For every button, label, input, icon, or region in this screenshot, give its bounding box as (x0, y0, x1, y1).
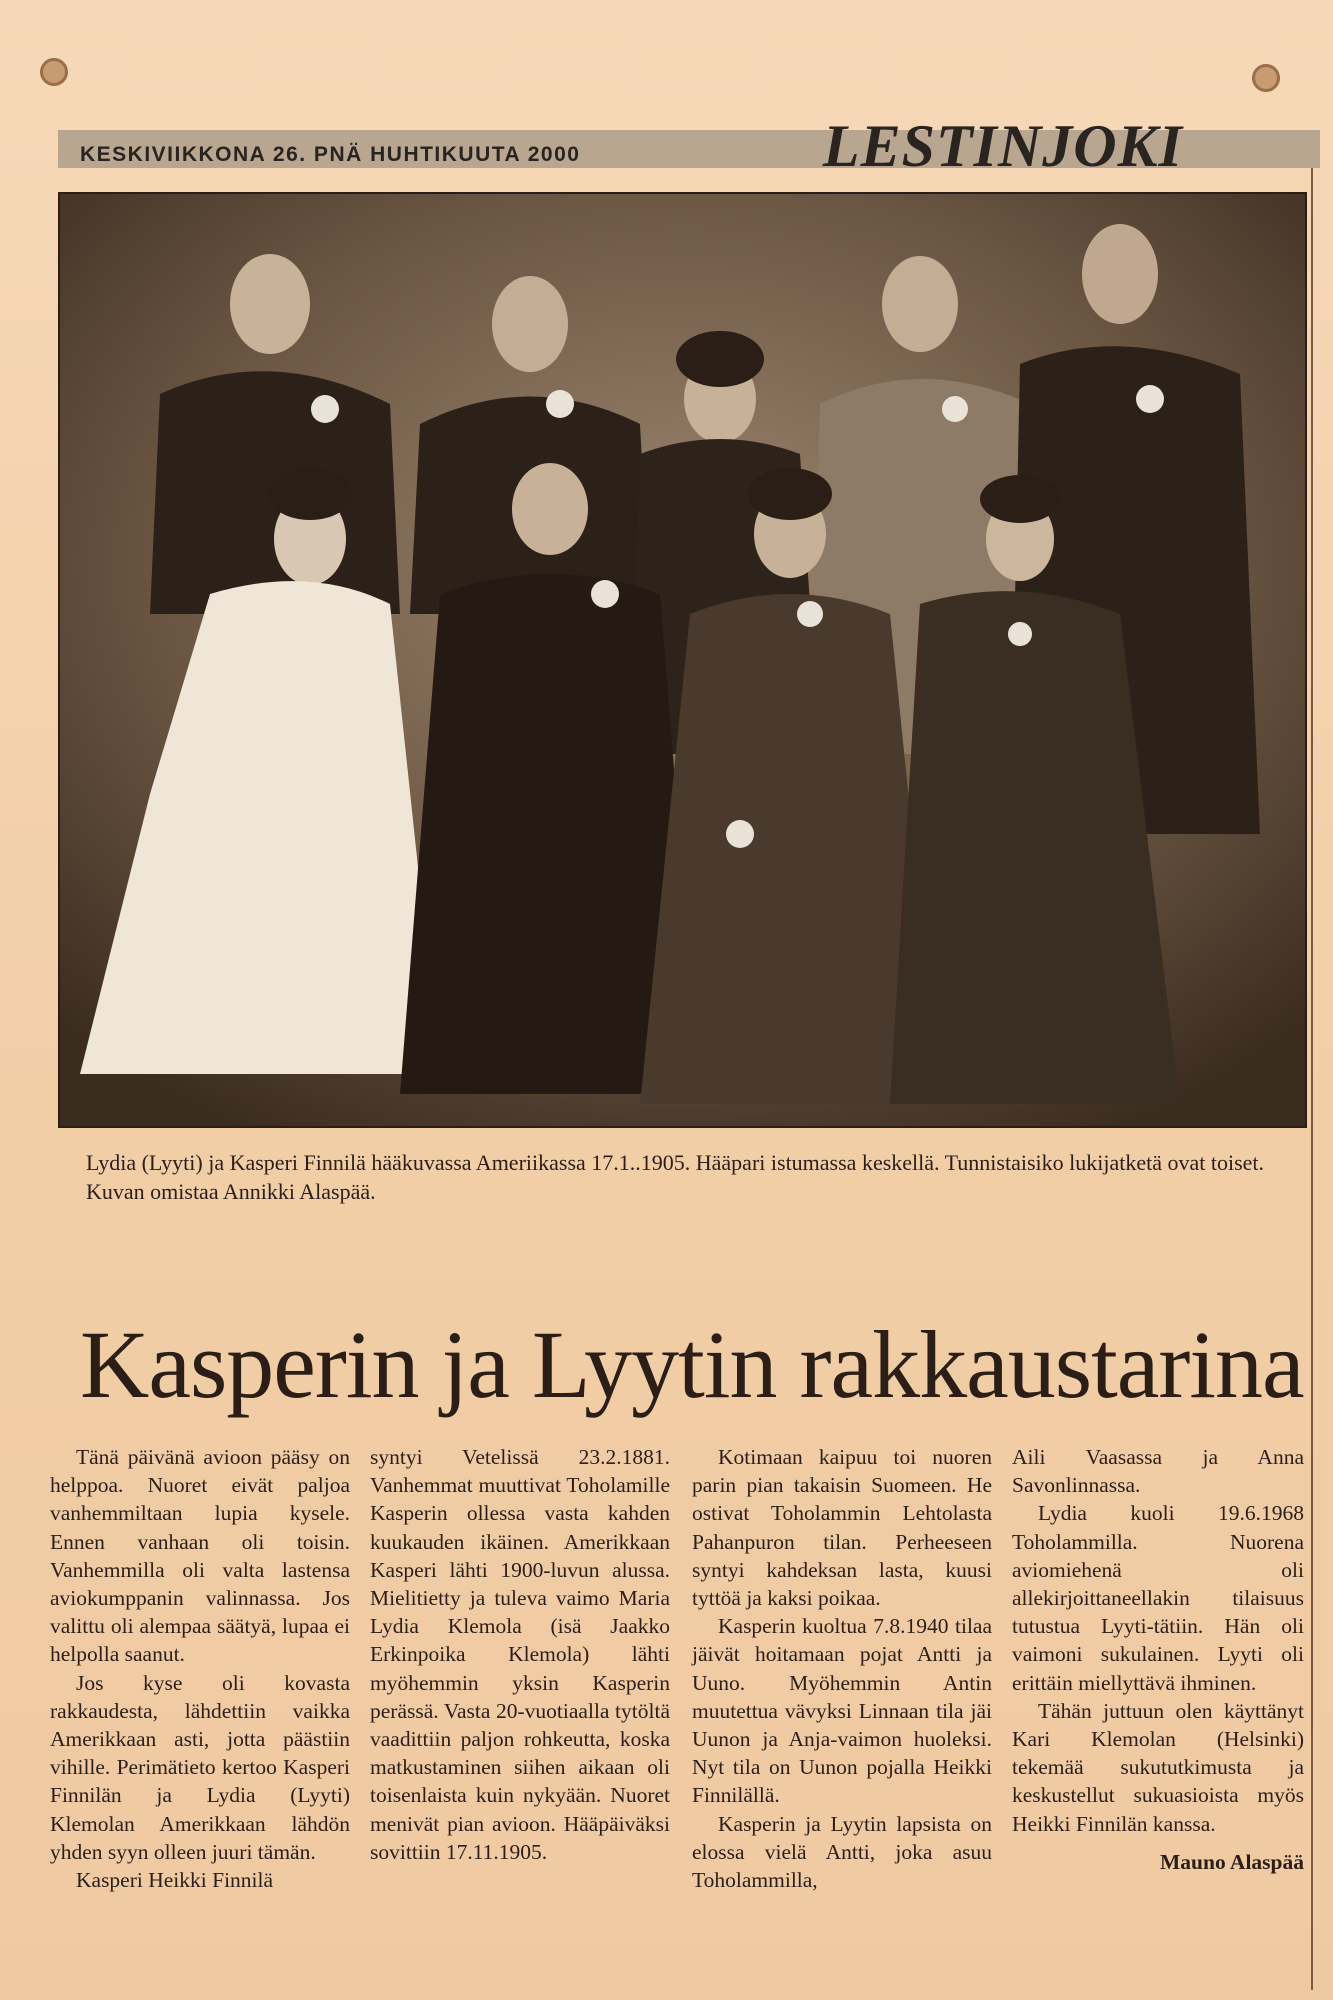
article-column-1 (50, 1443, 350, 1894)
paragraph: Aili Vaasassa ja Anna Savonlinnassa. (1012, 1445, 1304, 1498)
paragraph: Kotimaan kaipuu toi nuoren parin pian takaisin Suomeen. He ostivat Toholammin Lehtolasta Pahanpuron tilan. Perheeseen syntyi kahdeksan lasta, kuusi tyttöä ja kaksi poikaa. (692, 1445, 992, 1611)
column-rule (1311, 160, 1313, 1990)
wedding-photo-illustration (60, 194, 1305, 1126)
paragraph: Kasperin kuoltua 7.8.1940 tilaa jäivät hoitamaan pojat Antti ja Uuno. Myöhemmin Antin muutettua vävyksi Linnaan tila jäi Uunon ja Anja-vaimon huoleksi. Nyt tila on Uunon pojalla Heikki Finnilällä. (692, 1614, 992, 1808)
author-signature: Mauno Alaspää (1160, 1849, 1304, 1874)
article-column-3 (692, 1443, 992, 1894)
article-column-2 (370, 1443, 670, 1866)
section-title: LESTINJOKI (822, 113, 1183, 179)
paragraph: Jos kyse oli kovasta rakkaudesta, lähdettiin vaikka Amerikkaan asti, jotta päästiin vihille. Perimätieto kertoo Kasperi Finnilän ja Lydia (Lyyti) Klemolan Amerikkaan lähdön yhden syyn olleen juuri tämän. (50, 1670, 350, 1864)
issue-date: KESKIVIIKKONA 26. PNÄ HUHTIKUUTA 2000 (80, 143, 581, 166)
paragraph: Kasperi Heikki Finnilä (76, 1868, 274, 1893)
paragraph: syntyi Vetelissä 23.2.1881. Vanhemmat muuttivat Toholamille Kasperin ollessa vasta kahden kuukauden ikäinen. Amerikkaan Kasperi lähti 1900-luvun alussa. Mielitietty ja tuleva vaimo Maria Lydia Klemola (isä Jaakko Erkinpoika Klemola) lähti myöhemmin yksin Kasperin perässä. Vasta 20-vuotiaalla tytöltä vaadittiin paljon rohkeutta, koska matkustaminen siihen aikaan oli toisenlaista kuin nykyään. Nuoret menivät pian avioon. Hääpäiväksi sovittiin 17.11.1905. (370, 1445, 670, 1864)
article-column-4 (1012, 1443, 1304, 1876)
wedding-photo (58, 192, 1307, 1128)
article-headline: Kasperin ja Lyytin rakkaustarina (80, 1311, 1304, 1418)
paragraph: Kasperin ja Lyytin lapsista on elossa vielä Antti, joka asuu Toholammilla, (692, 1811, 992, 1893)
punch-hole (1252, 64, 1280, 92)
punch-hole (40, 58, 68, 86)
paragraph: Tähän juttuun olen käyttänyt Kari Klemolan (Helsinki) tekemää sukututkimusta ja keskustellut sukuasioista myös Heikki Finnilän kanssa. (1012, 1698, 1304, 1836)
photo-caption: Lydia (Lyyti) ja Kasperi Finnilä hääkuvassa Ameriikassa 17.1..1905. Hääpari istumassa keskellä. Tunnistaisiko lukijatketä ovat toiset. Kuvan omistaa Annikki Alaspää. (86, 1150, 1265, 1204)
paragraph: Tänä päivänä avioon pääsy on helppoa. Nuoret eivät paljoa vanhemmiltaan lupia kysele. Ennen vanhaan oli toisin. Vanhemmilla oli valta lastensa aviokumppanin valinnassa. Jos valittu oli alempaa säätyä, lupaa ei helpolla saanut. (50, 1445, 350, 1667)
paragraph: Lydia kuoli 19.6.1968 Toholammilla. Nuorena aviomiehenä oli allekirjoittaneellakin tilaisuus tutustua Lyyti-tätiin. Hän oli vaimoni sukulainen. Lyyti oli erittäin miellyttävä ihminen. (1012, 1501, 1304, 1695)
